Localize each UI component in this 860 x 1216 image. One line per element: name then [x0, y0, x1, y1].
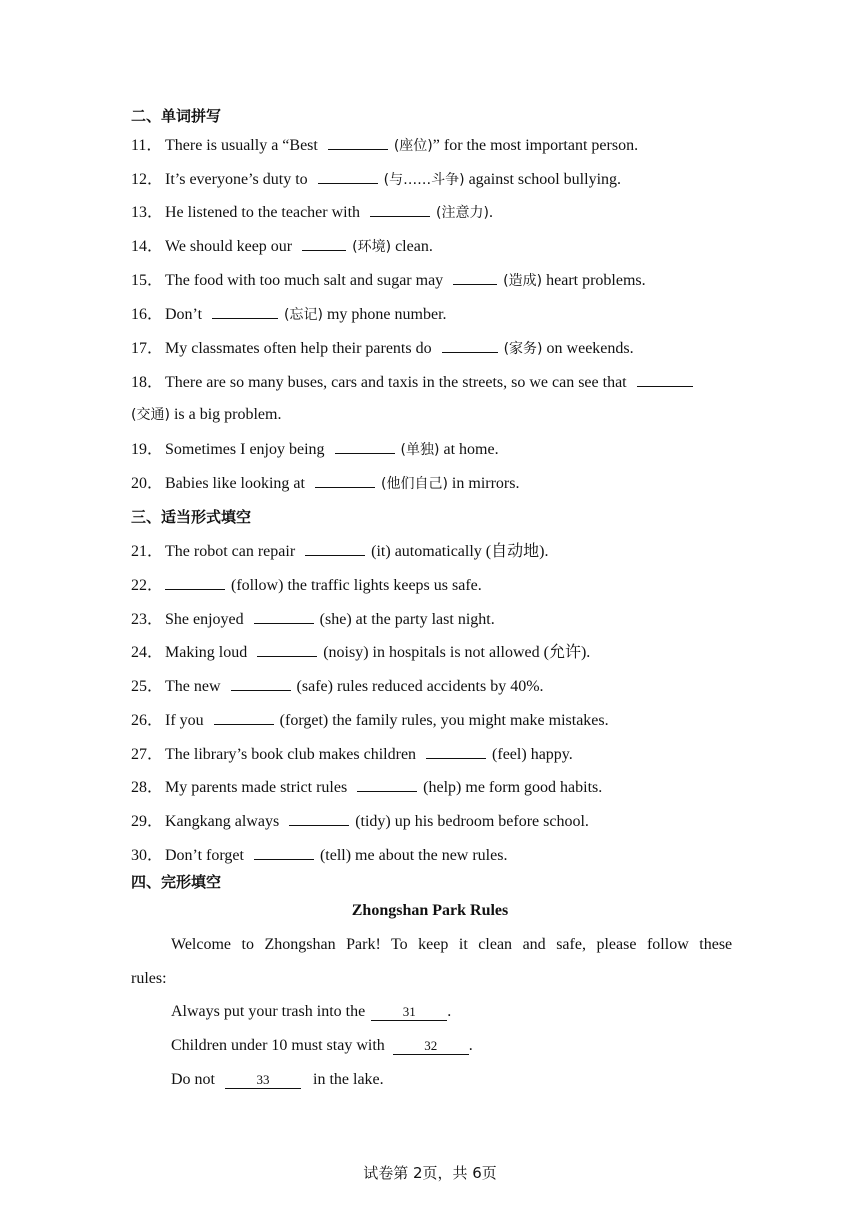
question-text-end: at the party last night.: [351, 611, 495, 628]
answer-blank[interactable]: [442, 338, 498, 353]
question-number: 15．: [131, 272, 164, 289]
question-hint: (座位): [393, 138, 433, 154]
question-20: [131, 473, 519, 494]
question-14: [131, 236, 433, 257]
passage-rule-1: [171, 1002, 451, 1022]
rule-text: Children under 10 must stay with: [171, 1037, 389, 1054]
question-text-end: heart problems.: [542, 272, 646, 289]
question-text: Don’t forget: [165, 847, 248, 864]
rule-text-end: in the lake.: [309, 1071, 384, 1088]
question-hint: (follow): [231, 577, 284, 594]
question-13: [131, 202, 493, 223]
question-16: [131, 304, 447, 325]
question-number: 20．: [131, 475, 164, 492]
section-heading-spelling: 二、单词拼写: [131, 107, 222, 125]
question-23: [131, 609, 495, 630]
question-number: 23．: [131, 611, 164, 628]
question-hint: (tidy): [355, 813, 391, 830]
answer-blank[interactable]: [212, 304, 278, 319]
question-17: [131, 338, 634, 359]
rule-text: Always put your trash into the: [171, 1003, 370, 1020]
answer-blank[interactable]: [254, 609, 314, 624]
question-number: 18．: [131, 374, 164, 391]
question-text-end: rules reduced accidents by 40%.: [332, 678, 544, 695]
question-hint: (家务): [503, 341, 543, 357]
question-24: [131, 642, 590, 663]
question-text-end: automatically (自动地).: [390, 543, 549, 560]
question-hint: (环境): [352, 239, 392, 255]
question-21: [131, 541, 548, 562]
passage-intro-line-1: [131, 935, 732, 955]
passage-rule-2: [171, 1036, 473, 1056]
question-text-end: my phone number.: [322, 306, 447, 323]
question-27: [131, 744, 573, 765]
question-hint: (forget): [279, 712, 329, 729]
question-number: 22．: [131, 577, 164, 594]
answer-blank[interactable]: [214, 710, 274, 725]
question-text: The new: [165, 678, 225, 695]
question-18: [131, 372, 699, 393]
answer-blank[interactable]: [357, 777, 417, 792]
rule-text: Do not: [171, 1071, 219, 1088]
question-number: 29．: [131, 813, 164, 830]
question-text: He listened to the teacher with: [165, 204, 365, 221]
question-hint: (noisy): [323, 644, 369, 661]
question-text: My parents made strict rules: [165, 779, 352, 796]
question-text-end: up his bedroom before school.: [390, 813, 589, 830]
passage-word: Park!: [346, 936, 381, 953]
question-text: Don’t: [165, 306, 207, 323]
answer-blank[interactable]: [165, 575, 225, 590]
question-25: [131, 676, 544, 697]
question-text: There is usually a “Best: [165, 137, 322, 154]
question-text-end: ” for the most important person.: [432, 137, 639, 154]
question-text: The library’s book club makes children: [165, 746, 421, 763]
question-number: 17．: [131, 340, 164, 357]
question-text-end: in hospitals is not allowed (允许).: [368, 644, 591, 661]
question-number: 12．: [131, 171, 164, 188]
passage-word: Welcome: [171, 936, 232, 953]
page-footer: 试卷第 2页，共 6页: [363, 1164, 497, 1182]
question-12: [131, 169, 621, 190]
question-text: If you: [165, 712, 208, 729]
question-hint: (注意力): [436, 205, 489, 221]
passage-word: keep: [418, 936, 449, 953]
question-text: There are so many buses, cars and taxis in the streets, so we can see that: [165, 374, 631, 391]
passage-word: follow: [646, 936, 689, 953]
question-hint: (feel): [492, 746, 527, 763]
question-text-end: clean.: [391, 238, 433, 255]
question-text-end: on weekends.: [542, 340, 634, 357]
question-number: 11．: [131, 137, 163, 154]
question-text: She enjoyed: [165, 611, 248, 628]
answer-blank[interactable]: [637, 372, 693, 387]
answer-blank[interactable]: [370, 202, 430, 217]
answer-blank[interactable]: [289, 811, 349, 826]
question-hint: (忘记): [284, 307, 323, 323]
question-number: 30．: [131, 847, 164, 864]
answer-blank[interactable]: [254, 845, 314, 860]
passage-word: safe,: [556, 936, 586, 953]
question-hint: (it): [371, 543, 391, 560]
question-text-end: the traffic lights keeps us safe.: [283, 577, 482, 594]
answer-blank[interactable]: [328, 135, 388, 150]
passage-word: to: [241, 936, 254, 953]
question-hint: (tell): [319, 847, 352, 864]
cloze-blank-31[interactable]: 31: [371, 1004, 447, 1021]
question-hint: (she): [319, 611, 352, 628]
answer-blank[interactable]: [231, 676, 291, 691]
question-29: [131, 811, 589, 832]
passage-rule-3: [171, 1070, 384, 1090]
question-text: The food with too much salt and sugar may: [165, 272, 448, 289]
answer-blank[interactable]: [426, 744, 486, 759]
question-text-end: happy.: [526, 746, 573, 763]
question-hint: (交通): [131, 407, 170, 423]
question-30: [131, 845, 507, 866]
question-number: 19．: [131, 441, 164, 458]
question-15: [131, 270, 646, 291]
question-text-end: me form good habits.: [461, 779, 603, 796]
question-number: 16．: [131, 306, 164, 323]
question-number: 28．: [131, 779, 164, 796]
question-text: My classmates often help their parents do: [165, 340, 436, 357]
question-28: [131, 777, 602, 798]
question-text-end: against school bullying.: [464, 171, 622, 188]
passage-word: please: [596, 936, 637, 953]
answer-blank[interactable]: [453, 270, 497, 285]
rule-text-end: .: [447, 1003, 452, 1020]
question-hint: (单独): [400, 442, 440, 458]
passage-word: clean: [478, 936, 513, 953]
passage-title: Zhongshan Park Rules: [351, 902, 509, 919]
answer-blank[interactable]: [305, 541, 365, 556]
question-18-continued: [131, 405, 281, 425]
question-number: 24．: [131, 644, 164, 661]
question-text: Making loud: [165, 644, 252, 661]
question-26: [131, 710, 609, 731]
question-text: The robot can repair: [165, 543, 300, 560]
passage-word: and: [522, 936, 546, 953]
question-hint: (safe): [296, 678, 333, 695]
question-text: Sometimes I enjoy being: [165, 441, 329, 458]
section-heading-word-forms: 三、适当形式填空: [131, 508, 252, 526]
question-text-end: is a big problem.: [169, 406, 282, 423]
cloze-blank-33[interactable]: 33: [225, 1072, 301, 1089]
question-hint: (造成): [503, 273, 543, 289]
question-number: 14．: [131, 238, 164, 255]
question-text-end: me about the new rules.: [351, 847, 508, 864]
question-11: [131, 135, 638, 156]
question-number: 21．: [131, 543, 164, 560]
question-19: [131, 439, 499, 460]
answer-blank[interactable]: [257, 642, 317, 657]
question-text: It’s everyone’s duty to: [165, 171, 312, 188]
question-text-end: in mirrors.: [447, 475, 520, 492]
question-number: 13．: [131, 204, 164, 221]
question-text-end: the family rules, you might make mistakes.: [328, 712, 609, 729]
section-heading-cloze: 四、完形填空: [131, 873, 222, 891]
question-hint: (help): [423, 779, 462, 796]
question-number: 25．: [131, 678, 164, 695]
question-hint: (他们自己): [380, 476, 448, 492]
answer-blank[interactable]: [315, 473, 375, 488]
question-number: 26．: [131, 712, 164, 729]
answer-blank[interactable]: [318, 169, 378, 184]
passage-word: To: [391, 936, 408, 953]
question-hint: (与……斗争): [383, 172, 465, 188]
question-text-end: at home.: [439, 441, 499, 458]
passage-word: these: [699, 936, 733, 953]
passage-word: it: [458, 936, 468, 953]
cloze-blank-32[interactable]: 32: [393, 1038, 469, 1055]
question-text: Kangkang always: [165, 813, 284, 830]
question-text: We should keep our: [165, 238, 297, 255]
question-text-end: .: [488, 204, 493, 221]
answer-blank[interactable]: [302, 236, 346, 251]
passage-word: Zhongshan: [264, 936, 336, 953]
rule-text-end: .: [468, 1037, 473, 1054]
question-22: [131, 575, 482, 596]
answer-blank[interactable]: [335, 439, 395, 454]
question-text: Babies like looking at: [165, 475, 309, 492]
passage-intro-line-2: rules:: [131, 970, 167, 987]
question-number: 27．: [131, 746, 164, 763]
